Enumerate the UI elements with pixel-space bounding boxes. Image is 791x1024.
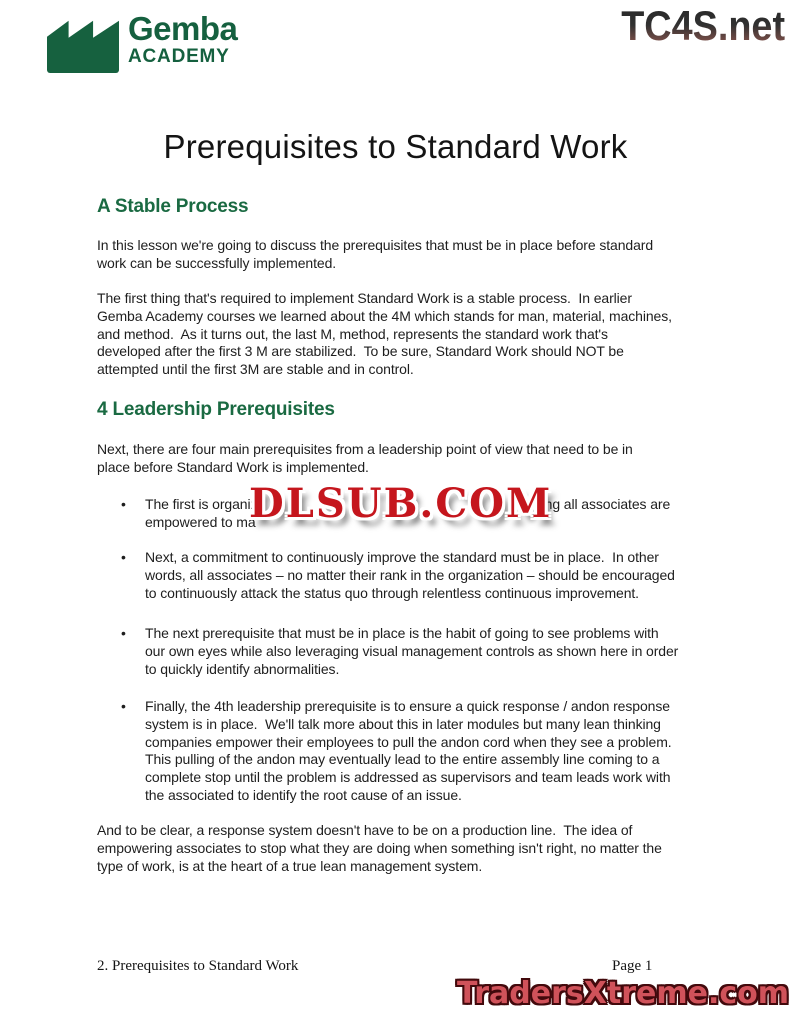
paragraph-line: developed after the first 3 M are stabilized. To be sure, Standard Work should NOT be — [97, 343, 624, 360]
paragraph-line: and method. As it turns out, the last M, method, represents the standard work that's — [97, 325, 608, 342]
bullet-line: the associated to identify the root cause of an issue. — [145, 786, 462, 803]
paragraph-line: attempted until the first 3M are stable and in control. — [97, 361, 414, 378]
paragraph — [97, 441, 633, 477]
watermark-tradersxtreme: TradersXtreme.com — [457, 976, 789, 1011]
paragraph-line: In this lesson we're going to discuss the prerequisites that must be in place before standard — [97, 237, 654, 253]
watermark-dlsub: DLSUB.COM — [249, 480, 553, 527]
logo-brand-name: Gemba — [128, 10, 238, 47]
section-heading-stable-process: A Stable Process — [97, 196, 249, 217]
paragraph — [97, 822, 662, 875]
bullet-text — [145, 549, 675, 602]
bullet-line: words, all associates – no matter their rank in the organization – should be encouraged — [145, 566, 675, 583]
bullet-line: complete stop until the problem is addressed as supervisors and team leads work with — [145, 769, 671, 786]
bullet-item — [121, 549, 675, 602]
bullet-marker: • — [121, 496, 126, 512]
bullet-marker: • — [121, 549, 126, 565]
paragraph-line: empowering associates to stop what they are doing when something isn't right, no matter the — [97, 839, 662, 856]
section-heading-leadership-prerequisites: 4 Leadership Prerequisites — [97, 399, 335, 420]
bullet-line: to quickly identify abnormalities. — [145, 660, 340, 677]
bullet-line-fragment: empowered to ma — [145, 513, 256, 530]
paragraph-line: work can be successfully implemented. — [97, 254, 337, 271]
bullet-item — [121, 698, 672, 805]
bullet-line-fragment: The first is organiz — [145, 496, 258, 512]
footer-page-number: Page 1 — [612, 958, 653, 974]
logo-brand-subtitle: ACADEMY — [128, 46, 230, 67]
paragraph-line: type of work, is at the heart of a true lean management system. — [97, 857, 483, 874]
paragraph — [97, 290, 672, 379]
bullet-line: Finally, the 4th leadership prerequisite is to ensure a quick response / andon response — [145, 698, 670, 714]
bullet-line: Next, a commitment to continuously improve the standard must be in place. In other — [145, 549, 659, 565]
paragraph-line: Gemba Academy courses we learned about the 4M which stands for man, material, machines, — [97, 307, 672, 324]
footer-document-title: 2. Prerequisites to Standard Work — [97, 958, 299, 974]
paragraph-line: place before Standard Work is implemented. — [97, 458, 369, 475]
paragraph-line: And to be clear, a response system doesn't have to be on a production line. The idea of — [97, 822, 633, 838]
bullet-marker: • — [121, 698, 126, 714]
bullet-line: our own eyes while also leveraging visual management controls as shown here in order — [145, 642, 679, 659]
bullet-line: to continuously attack the status quo through relentless continuous improvement. — [145, 584, 639, 601]
bullet-text — [145, 698, 672, 805]
bullet-line: The next prerequisite that must be in place is the habit of going to see problems with — [145, 625, 659, 641]
watermark-tc4s: TC4S.net — [621, 2, 785, 49]
bullet-line: This pulling of the andon may eventually lead to the entire assembly line coming to a — [145, 751, 660, 768]
page-title: Prerequisites to Standard Work — [163, 128, 628, 165]
paragraph-line: Next, there are four main prerequisites from a leadership point of view that need to be in — [97, 441, 633, 457]
bullet-text — [145, 625, 678, 678]
bullet-line: system is in place. We'll talk more about this in later modules but many lean thinking — [145, 715, 661, 732]
bullet-line: companies empower their employees to pull the andon cord when they see a problem. — [145, 733, 672, 750]
paragraph-line: The first thing that's required to implement Standard Work is a stable process. In earlier — [97, 290, 632, 306]
bullet-line-fragment: uring all associates are — [529, 496, 671, 512]
gemba-academy-logo — [47, 12, 237, 73]
bullet-marker: • — [121, 625, 126, 641]
bullet-item — [121, 625, 678, 678]
paragraph — [97, 237, 653, 273]
factory-icon — [47, 18, 119, 73]
logo-text — [128, 12, 237, 67]
